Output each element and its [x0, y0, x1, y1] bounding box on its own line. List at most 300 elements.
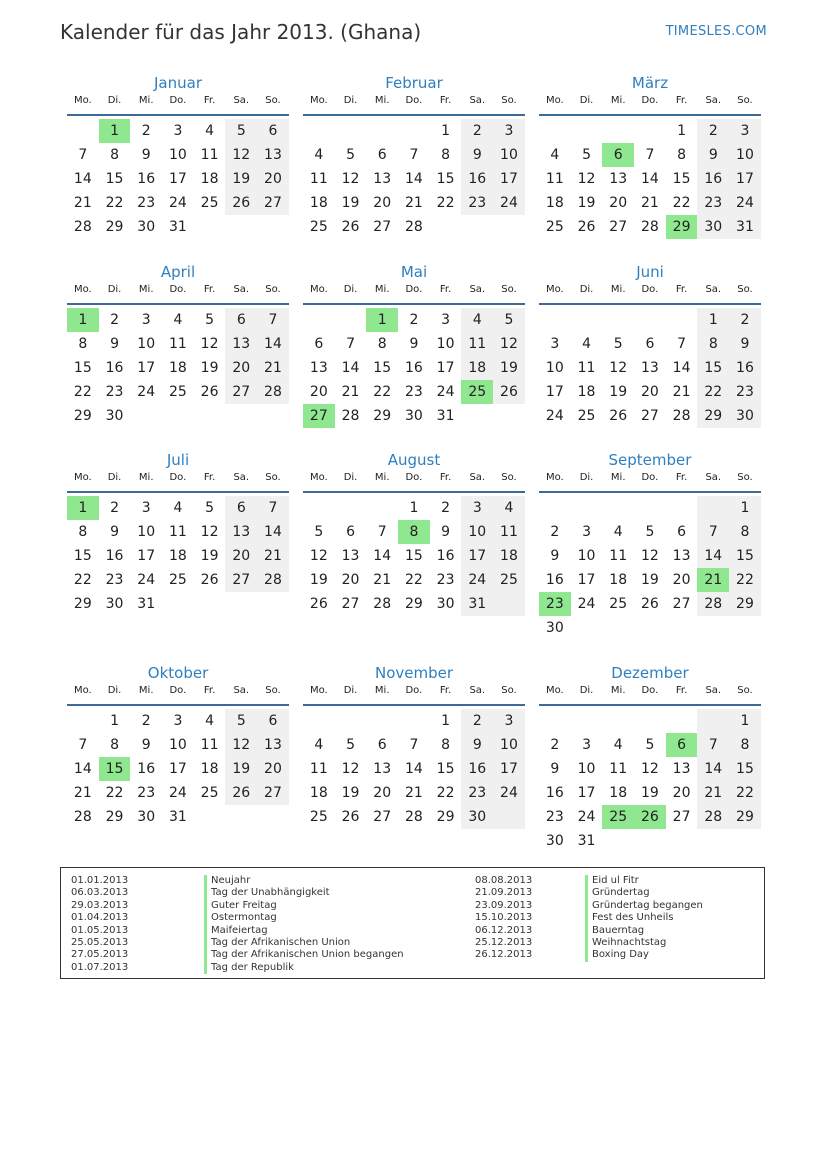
holiday-day-cell: 25	[461, 380, 493, 404]
month-oktober	[67, 662, 289, 829]
legend-entry	[204, 887, 404, 899]
day-cell: 18	[200, 761, 219, 777]
week-row	[67, 380, 289, 404]
empty-day-cell	[335, 308, 367, 332]
day-cell: 20	[672, 785, 691, 801]
day-cell: 12	[493, 332, 525, 356]
day-cell: 14	[373, 548, 392, 564]
day-cell: 27	[341, 596, 360, 612]
empty-day-cell	[571, 496, 603, 520]
day-cell: 2	[441, 500, 451, 516]
day-cell: 1	[677, 123, 687, 139]
day-cell: 2	[461, 119, 493, 143]
day-cell: 21	[73, 195, 92, 211]
day-cell: 3	[441, 312, 451, 328]
day-cell: 10	[137, 524, 156, 540]
week-row	[303, 496, 525, 520]
day-cell: 26	[225, 191, 257, 215]
header-divider	[67, 491, 289, 493]
day-cell: 27	[373, 809, 392, 825]
day-cell: 15	[729, 757, 761, 781]
day-cell: 19	[341, 195, 360, 211]
week-row	[67, 781, 289, 805]
day-cell: 25	[309, 219, 328, 235]
day-cell: 21	[672, 384, 691, 400]
day-cell: 28	[73, 809, 92, 825]
weekday-label: Do.	[641, 284, 659, 295]
day-cell: 16	[436, 548, 455, 564]
header-divider	[303, 491, 525, 493]
legend-entry	[204, 949, 404, 961]
day-cell: 30	[137, 219, 156, 235]
day-cell: 31	[461, 592, 493, 616]
day-cell: 21	[73, 785, 92, 801]
day-cell: 28	[404, 219, 423, 235]
weekday-label: Fr.	[439, 685, 452, 696]
legend-holiday-name: Eid ul Fitr	[585, 875, 639, 887]
holiday-day-cell: 6	[602, 143, 634, 167]
day-cell: 12	[341, 761, 360, 777]
empty-day-cell	[257, 404, 289, 428]
day-cell: 30	[436, 596, 455, 612]
day-cell: 14	[697, 757, 729, 781]
day-cell: 7	[697, 520, 729, 544]
legend-date: 25.05.2013	[71, 936, 129, 948]
legend-date: 06.03.2013	[71, 887, 129, 899]
month-name: Februar	[385, 74, 443, 92]
week-row	[539, 167, 761, 191]
day-cell: 7	[409, 737, 419, 753]
holiday-day-cell: 23	[539, 592, 571, 616]
day-cell: 10	[436, 336, 455, 352]
legend-left-names	[204, 875, 404, 974]
weekday-header	[539, 94, 761, 114]
weekday-header	[539, 684, 761, 704]
day-cell: 27	[609, 219, 628, 235]
weekday-label: So.	[737, 685, 753, 696]
day-cell: 9	[550, 548, 560, 564]
day-cell: 17	[493, 167, 525, 191]
day-cell: 19	[640, 572, 659, 588]
day-cell: 23	[436, 572, 455, 588]
month-name: Januar	[154, 74, 202, 92]
day-cell: 7	[78, 737, 88, 753]
day-cell: 9	[729, 332, 761, 356]
empty-day-cell	[398, 709, 430, 733]
header-divider	[303, 114, 525, 116]
day-cell: 4	[550, 147, 560, 163]
legend-entry	[204, 900, 404, 912]
day-cell: 11	[609, 761, 628, 777]
day-cell: 5	[582, 147, 591, 163]
weekday-label: Mi.	[138, 685, 154, 696]
day-cell: 6	[377, 737, 387, 753]
day-cell: 26	[200, 572, 219, 588]
empty-day-cell	[571, 616, 603, 640]
empty-day-cell	[493, 215, 525, 239]
day-cell: 30	[105, 596, 124, 612]
day-cell: 19	[609, 384, 628, 400]
legend-holiday-name: Gründertag	[585, 887, 650, 899]
legend-date: 26.12.2013	[475, 949, 533, 961]
day-cell: 28	[257, 568, 289, 592]
day-cell: 19	[640, 785, 659, 801]
week-row	[539, 215, 761, 239]
weekday-label: Mo.	[73, 472, 92, 483]
day-cell: 9	[141, 147, 151, 163]
week-row	[539, 757, 761, 781]
week-row	[539, 404, 761, 428]
day-cell: 31	[729, 215, 761, 239]
day-cell: 21	[640, 195, 659, 211]
empty-day-cell	[130, 404, 162, 428]
empty-day-cell	[461, 215, 493, 239]
empty-day-cell	[303, 308, 335, 332]
day-cell: 21	[404, 785, 423, 801]
day-cell: 10	[493, 143, 525, 167]
day-cell: 11	[309, 171, 328, 187]
weekday-label: Mi.	[374, 685, 390, 696]
day-cell: 16	[137, 761, 156, 777]
empty-day-cell	[257, 592, 289, 616]
day-cell: 27	[672, 809, 691, 825]
day-cell: 29	[729, 592, 761, 616]
day-cell: 29	[729, 805, 761, 829]
day-cell: 29	[697, 404, 729, 428]
day-cell: 22	[73, 384, 92, 400]
weekday-label: So.	[501, 284, 517, 295]
day-cell: 1	[697, 308, 729, 332]
empty-day-cell	[697, 709, 729, 733]
day-cell: 24	[577, 596, 596, 612]
empty-day-cell	[493, 592, 525, 616]
week-row	[303, 332, 525, 356]
day-cell: 22	[436, 195, 455, 211]
empty-day-cell	[335, 119, 367, 143]
day-cell: 11	[168, 336, 187, 352]
day-cell: 29	[105, 219, 124, 235]
day-cell: 16	[697, 167, 729, 191]
day-cell: 17	[168, 761, 187, 777]
legend-entry	[585, 887, 703, 899]
day-cell: 22	[105, 195, 124, 211]
week-row	[67, 592, 289, 616]
day-cell: 18	[545, 195, 564, 211]
weekday-label: So.	[501, 685, 517, 696]
month-name: Juli	[166, 451, 190, 469]
day-cell: 14	[341, 360, 360, 376]
brand-link[interactable]: TIMESLES.COM	[665, 24, 767, 39]
day-cell: 22	[73, 572, 92, 588]
day-cell: 20	[341, 572, 360, 588]
empty-day-cell	[634, 616, 666, 640]
week-row	[303, 167, 525, 191]
day-cell: 10	[545, 360, 564, 376]
legend-holiday-name: Tag der Afrikanischen Union begangen	[204, 949, 404, 961]
day-cell: 28	[697, 805, 729, 829]
day-cell: 31	[137, 596, 156, 612]
day-cell: 20	[225, 544, 257, 568]
day-cell: 12	[225, 143, 257, 167]
day-cell: 28	[672, 408, 691, 424]
day-cell: 16	[105, 548, 124, 564]
day-cell: 8	[441, 737, 451, 753]
weekday-label: Mi.	[374, 95, 390, 106]
empty-day-cell	[539, 119, 571, 143]
day-cell: 20	[609, 195, 628, 211]
day-cell: 14	[73, 761, 92, 777]
month-dezember	[539, 662, 761, 853]
day-cell: 6	[677, 524, 687, 540]
day-cell: 5	[645, 737, 655, 753]
day-cell: 31	[436, 408, 455, 424]
month-name: Mai	[400, 263, 428, 281]
month-märz	[539, 72, 761, 239]
weekday-label: Fr.	[203, 284, 216, 295]
day-cell: 26	[609, 408, 628, 424]
empty-day-cell	[571, 308, 603, 332]
weekday-label: Mo.	[309, 95, 328, 106]
empty-day-cell	[666, 829, 698, 853]
day-cell: 16	[105, 360, 124, 376]
day-cell: 24	[168, 195, 187, 211]
legend-date: 29.03.2013	[71, 899, 129, 911]
day-cell: 28	[697, 592, 729, 616]
day-cell: 13	[225, 332, 257, 356]
week-row	[303, 380, 525, 404]
weekday-label: Di.	[579, 472, 594, 483]
weekday-label: Mo.	[73, 95, 92, 106]
empty-day-cell	[634, 829, 666, 853]
week-row	[539, 709, 761, 733]
weekday-label: Di.	[107, 95, 122, 106]
week-row	[539, 733, 761, 757]
legend-holiday-name: Tag der Afrikanischen Union	[204, 937, 350, 949]
empty-day-cell	[539, 308, 571, 332]
day-cell: 10	[729, 143, 761, 167]
day-cell: 23	[697, 191, 729, 215]
day-cell: 27	[373, 219, 392, 235]
day-cell: 26	[200, 384, 219, 400]
empty-day-cell	[194, 404, 226, 428]
day-cell: 29	[373, 408, 392, 424]
weekday-label: Fr.	[675, 472, 688, 483]
month-name: September	[608, 451, 692, 469]
day-cell: 4	[314, 147, 324, 163]
legend-date: 15.10.2013	[475, 912, 533, 924]
day-cell: 11	[168, 524, 187, 540]
day-cell: 8	[677, 147, 687, 163]
day-cell: 4	[461, 308, 493, 332]
day-cell: 8	[729, 520, 761, 544]
legend-holiday-name: Bauerntag	[585, 925, 644, 937]
week-row	[539, 308, 761, 332]
legend-entry	[585, 949, 703, 961]
legend-date: 21.09.2013	[475, 887, 533, 899]
weekday-label: Fr.	[675, 284, 688, 295]
day-cell: 11	[545, 171, 564, 187]
weekday-header	[303, 94, 525, 114]
legend-date: 01.07.2013	[71, 961, 129, 973]
day-cell: 1	[409, 500, 419, 516]
day-cell: 3	[173, 713, 183, 729]
weekday-label: Sa.	[469, 95, 486, 106]
legend-right-dates	[475, 875, 532, 962]
day-cell: 8	[78, 524, 88, 540]
day-cell: 23	[404, 384, 423, 400]
day-cell: 18	[461, 356, 493, 380]
day-cell: 22	[404, 572, 423, 588]
holiday-day-cell: 29	[666, 215, 698, 239]
day-cell: 3	[493, 709, 525, 733]
day-cell: 22	[672, 195, 691, 211]
weekday-label: Di.	[579, 685, 594, 696]
weekday-header	[303, 684, 525, 704]
day-cell: 28	[640, 219, 659, 235]
day-cell: 18	[609, 572, 628, 588]
day-cell: 26	[309, 596, 328, 612]
header-divider	[539, 704, 761, 706]
weekday-label: Mi.	[138, 95, 154, 106]
day-cell: 13	[672, 761, 691, 777]
day-cell: 5	[205, 500, 215, 516]
day-cell: 17	[137, 360, 156, 376]
empty-day-cell	[697, 829, 729, 853]
weekday-label: Fr.	[439, 284, 452, 295]
day-cell: 11	[461, 332, 493, 356]
empty-day-cell	[335, 709, 367, 733]
day-cell: 13	[640, 360, 659, 376]
legend-date: 01.04.2013	[71, 912, 129, 924]
day-cell: 7	[257, 496, 289, 520]
empty-day-cell	[194, 215, 226, 239]
month-name: November	[374, 664, 454, 682]
day-cell: 24	[729, 191, 761, 215]
empty-day-cell	[602, 616, 634, 640]
day-cell: 30	[729, 404, 761, 428]
day-cell: 21	[373, 572, 392, 588]
weekday-label: Di.	[107, 284, 122, 295]
day-cell: 21	[697, 781, 729, 805]
day-cell: 12	[200, 524, 219, 540]
day-cell: 6	[225, 496, 257, 520]
week-row	[303, 308, 525, 332]
day-cell: 10	[577, 548, 596, 564]
month-januar	[67, 72, 289, 239]
day-cell: 3	[729, 119, 761, 143]
day-cell: 2	[461, 709, 493, 733]
day-cell: 14	[73, 171, 92, 187]
day-cell: 27	[257, 191, 289, 215]
month-november	[303, 662, 525, 829]
weekday-label: So.	[501, 472, 517, 483]
day-cell: 9	[550, 761, 560, 777]
day-cell: 20	[640, 384, 659, 400]
day-cell: 8	[729, 733, 761, 757]
day-cell: 2	[550, 737, 560, 753]
legend-right-names	[585, 875, 703, 962]
week-row	[67, 496, 289, 520]
holiday-day-cell: 15	[99, 757, 131, 781]
day-cell: 19	[341, 785, 360, 801]
empty-day-cell	[303, 119, 335, 143]
day-cell: 2	[409, 312, 419, 328]
empty-day-cell	[303, 496, 335, 520]
weekday-label: Do.	[169, 685, 187, 696]
day-cell: 29	[105, 809, 124, 825]
day-cell: 10	[137, 336, 156, 352]
month-name: Juni	[636, 263, 664, 281]
day-cell: 27	[672, 596, 691, 612]
day-cell: 6	[257, 119, 289, 143]
weekday-label: Di.	[579, 284, 594, 295]
day-cell: 6	[257, 709, 289, 733]
week-row	[539, 568, 761, 592]
week-row	[303, 404, 525, 428]
day-cell: 25	[493, 568, 525, 592]
day-cell: 9	[141, 737, 151, 753]
day-cell: 8	[441, 147, 451, 163]
week-row	[539, 356, 761, 380]
day-cell: 17	[137, 548, 156, 564]
day-cell: 14	[257, 332, 289, 356]
day-cell: 11	[200, 147, 219, 163]
day-cell: 7	[645, 147, 655, 163]
empty-day-cell	[697, 616, 729, 640]
day-cell: 15	[373, 360, 392, 376]
weekday-label: Sa.	[469, 284, 486, 295]
empty-day-cell	[398, 119, 430, 143]
weekday-label: Mo.	[545, 472, 564, 483]
day-cell: 23	[729, 380, 761, 404]
day-cell: 15	[672, 171, 691, 187]
weekday-label: Fr.	[203, 472, 216, 483]
day-cell: 23	[137, 785, 156, 801]
day-cell: 27	[257, 781, 289, 805]
day-cell: 11	[609, 548, 628, 564]
day-cell: 25	[545, 219, 564, 235]
day-cell: 30	[545, 620, 564, 636]
day-cell: 2	[729, 308, 761, 332]
day-cell: 12	[577, 171, 596, 187]
day-cell: 7	[257, 308, 289, 332]
week-row	[67, 757, 289, 781]
day-cell: 19	[493, 356, 525, 380]
empty-day-cell	[571, 119, 603, 143]
weekday-label: Do.	[641, 685, 659, 696]
day-cell: 26	[341, 809, 360, 825]
day-cell: 18	[609, 785, 628, 801]
day-cell: 3	[493, 119, 525, 143]
weekday-label: Di.	[107, 685, 122, 696]
day-cell: 16	[461, 757, 493, 781]
day-cell: 14	[697, 544, 729, 568]
week-row	[67, 332, 289, 356]
day-cell: 23	[137, 195, 156, 211]
holiday-day-cell: 1	[99, 119, 131, 143]
day-cell: 13	[609, 171, 628, 187]
empty-day-cell	[729, 616, 761, 640]
legend-entry	[585, 925, 703, 937]
day-cell: 15	[404, 548, 423, 564]
day-cell: 8	[110, 147, 119, 163]
day-cell: 27	[225, 568, 257, 592]
day-cell: 29	[73, 408, 92, 424]
day-cell: 3	[141, 312, 151, 328]
holiday-day-cell: 1	[67, 308, 99, 332]
day-cell: 7	[409, 147, 419, 163]
week-row	[303, 215, 525, 239]
